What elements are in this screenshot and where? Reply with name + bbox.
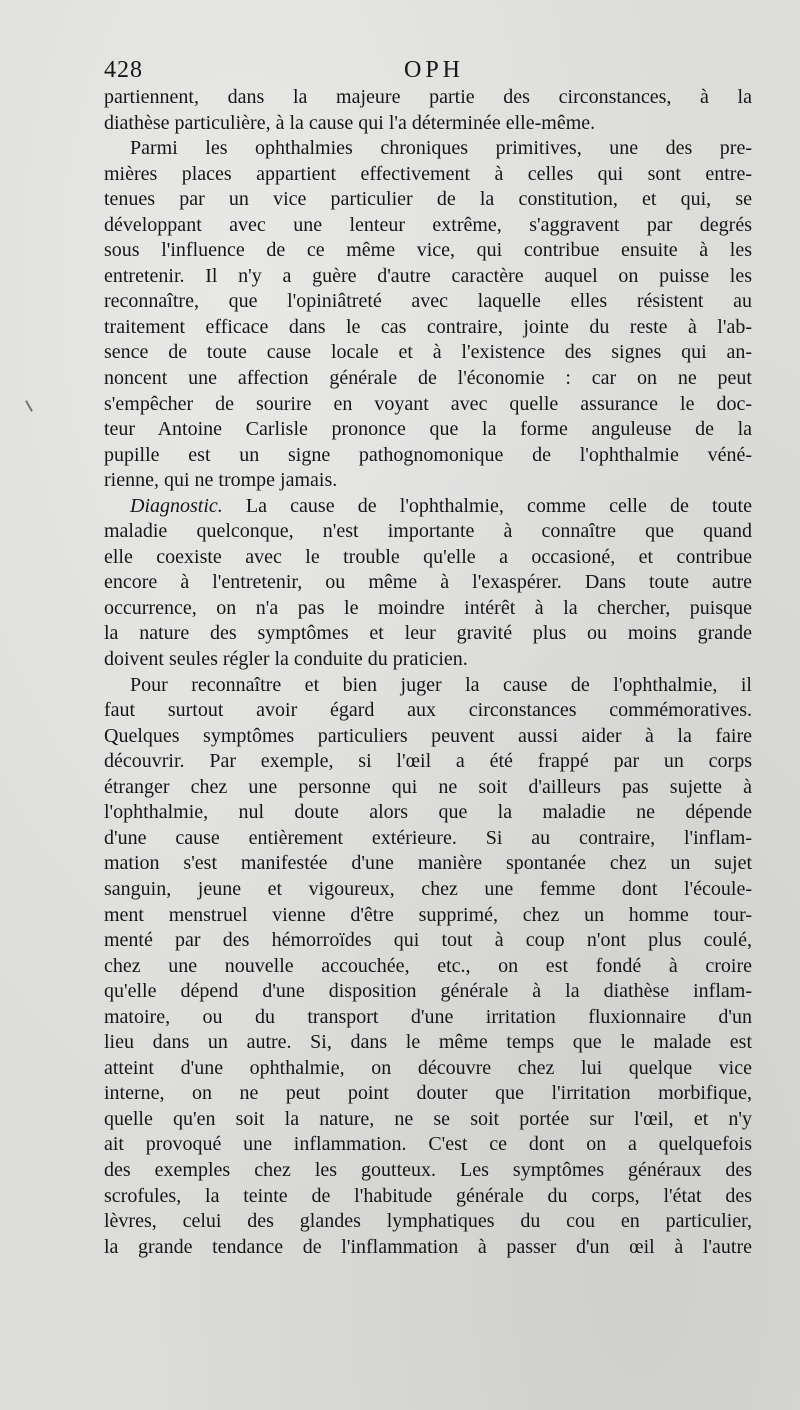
text-line: l'ophthalmie, nul doute alors que la maladie ne dépende bbox=[104, 801, 752, 824]
text-line: occurrence, on n'a pas le moindre intérêt à la chercher, puisque bbox=[104, 596, 752, 619]
text-line: reconnaître, que l'opiniâtreté avec laquelle elles résistent au bbox=[104, 290, 752, 313]
text-line: tenues par un vice particulier de la constitution, et qui, se bbox=[104, 188, 752, 211]
text-line: lieu dans un autre. Si, dans le même temps que le malade est bbox=[104, 1031, 752, 1054]
text-line: traitement efficace dans le cas contraire, jointe du reste à l'ab- bbox=[104, 315, 752, 338]
text-line: lèvres, celui des glandes lymphatiques du cou en particulier, bbox=[104, 1210, 752, 1233]
text-line: qu'elle dépend d'une disposition générale à la diathèse inflam- bbox=[104, 980, 752, 1003]
text-line: faut surtout avoir égard aux circonstances commémoratives. bbox=[104, 699, 752, 722]
text-line: sous l'influence de ce même vice, qui contribue ensuite à les bbox=[104, 239, 752, 262]
text-line bbox=[104, 494, 752, 520]
text-line: Parmi les ophthalmies chroniques primitives, une des pre- bbox=[130, 137, 752, 160]
text-line: chez une nouvelle accouchée, etc., on est fondé à croire bbox=[104, 954, 752, 977]
text-line: développant avec une lenteur extrême, s'aggravent par degrés bbox=[104, 213, 752, 236]
section-label: Diagnostic. bbox=[130, 494, 223, 517]
body-text bbox=[104, 85, 752, 1260]
text-line: interne, on ne peut point douter que l'irritation morbifique, bbox=[104, 1082, 752, 1105]
text-line: ait provoqué une inflammation. C'est ce dont on a quelquefois bbox=[104, 1133, 752, 1156]
text-line: atteint d'une ophthalmie, on découvre chez lui quelque vice bbox=[104, 1056, 752, 1079]
text-line: la nature des symptômes et leur gravité plus ou moins grande bbox=[104, 622, 752, 645]
text-line: la grande tendance de l'inflammation à passer d'un œil à l'autre bbox=[104, 1235, 752, 1258]
text-line: pupille est un signe pathognomonique de l'ophthalmie véné- bbox=[104, 443, 752, 466]
running-head: OPH bbox=[404, 57, 465, 83]
text-line: Pour reconnaître et bien juger la cause de l'ophthalmie, il bbox=[130, 673, 752, 696]
text-line: noncent une affection générale de l'économie : car on ne peut bbox=[104, 367, 752, 390]
text-line: matoire, ou du transport d'une irritation fluxionnaire d'un bbox=[104, 1005, 752, 1028]
text-line: s'empêcher de sourire en voyant avec quelle assurance le doc- bbox=[104, 392, 752, 415]
text-line-rest: La cause de l'ophthalmie, comme celle de toute bbox=[222, 494, 752, 517]
text-line: elle coexiste avec le trouble qu'elle a occasioné, et contribue bbox=[104, 545, 752, 568]
text-line: maladie quelconque, n'est importante à connaître que quand bbox=[104, 520, 752, 543]
text-line: teur Antoine Carlisle prononce que la forme anguleuse de la bbox=[104, 418, 752, 441]
text-line: sence de toute cause locale et à l'existence des signes qui an- bbox=[104, 341, 752, 364]
text-line: ment menstruel vienne d'être supprimé, chez un homme tour- bbox=[104, 903, 752, 926]
text-line: encore à l'entretenir, ou même à l'exaspérer. Dans toute autre bbox=[104, 571, 752, 594]
text-line: sanguin, jeune et vigoureux, chez une femme dont l'écoule- bbox=[104, 877, 752, 900]
text-line: partiennent, dans la majeure partie des circonstances, à la bbox=[104, 86, 752, 108]
text-line: des exemples chez les goutteux. Les symptômes généraux des bbox=[104, 1158, 752, 1181]
margin-mark bbox=[25, 400, 33, 411]
text-line: quelle qu'en soit la nature, ne se soit portée sur l'œil, et n'y bbox=[104, 1107, 752, 1130]
text-line: doivent seules régler la conduite du praticien. bbox=[104, 648, 468, 671]
text-line: menté par des hémorroïdes qui tout à coup n'ont plus coulé, bbox=[104, 929, 752, 952]
text-line: scrofules, la teinte de l'habitude générale du corps, l'état des bbox=[104, 1184, 752, 1207]
page-header bbox=[104, 54, 752, 86]
page-number: 428 bbox=[104, 57, 143, 83]
text-line: étranger chez une personne qui ne soit d'ailleurs pas sujette à bbox=[104, 775, 752, 798]
text-line: découvrir. Par exemple, si l'œil a été frappé par un corps bbox=[104, 750, 752, 773]
text-line: rienne, qui ne trompe jamais. bbox=[104, 469, 338, 492]
text-line: mation s'est manifestée d'une manière spontanée chez un sujet bbox=[104, 852, 752, 875]
text-line: Quelques symptômes particuliers peuvent aussi aider à la faire bbox=[104, 724, 752, 747]
text-line: d'une cause entièrement extérieure. Si au contraire, l'inflam- bbox=[104, 826, 752, 849]
text-line: entretenir. Il n'y a guère d'autre caractère auquel on puisse les bbox=[104, 264, 752, 287]
text-line: diathèse particulière, à la cause qui l'a déterminée elle-même. bbox=[104, 111, 596, 134]
text-line: mières places appartient effectivement à celles qui sont entre- bbox=[104, 162, 752, 185]
